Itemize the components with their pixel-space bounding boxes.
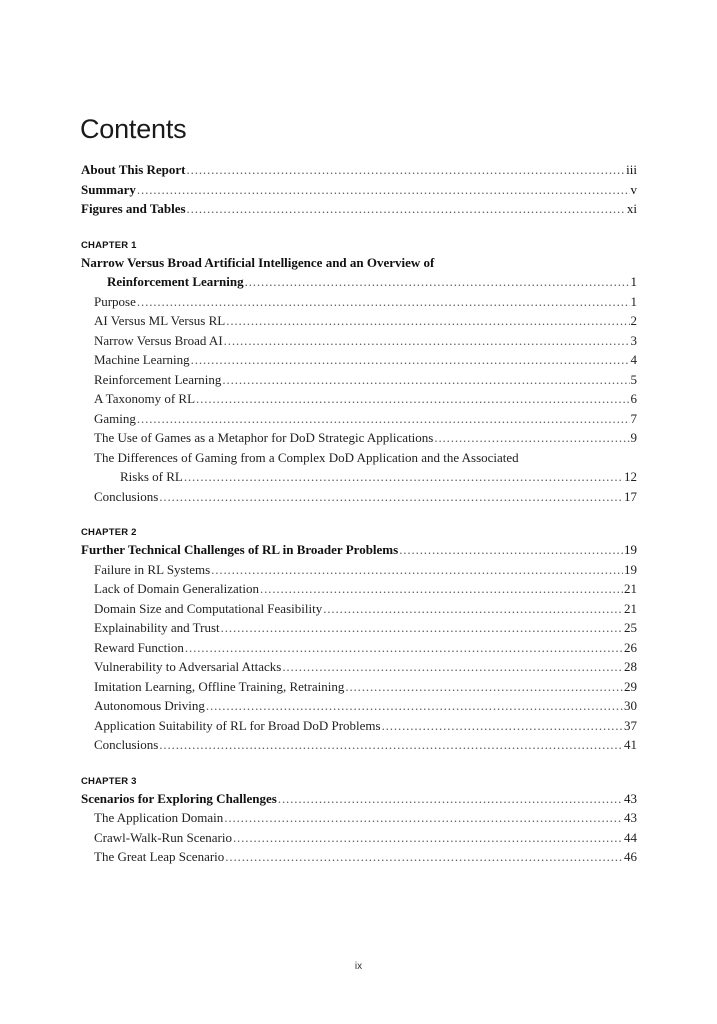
toc-entry-label: Machine Learning xyxy=(94,352,190,367)
toc-entry-page: xi xyxy=(626,201,637,216)
toc-entry-label: Narrow Versus Broad AI xyxy=(94,332,223,348)
dot-leader xyxy=(278,789,623,809)
dot-leader xyxy=(211,560,623,580)
page-number: ix xyxy=(354,961,363,972)
chapter-label: CHAPTER 1 xyxy=(81,239,137,251)
toc-section-entry[interactable] xyxy=(81,599,637,619)
toc-entry-figures-and-tables[interactable] xyxy=(81,199,637,219)
toc-entry-label: The Application Domain xyxy=(94,810,224,825)
dot-leader xyxy=(233,828,623,848)
toc-entry-page: 37 xyxy=(624,717,637,733)
toc-entry-page: 43 xyxy=(624,810,637,825)
toc-section-entry[interactable] xyxy=(81,716,637,736)
toc-entry-page: 28 xyxy=(624,659,637,674)
toc-entry-page: iii xyxy=(626,162,637,177)
dot-leader xyxy=(282,657,623,677)
toc-section-entry[interactable] xyxy=(81,657,637,677)
toc-entry-page: 7 xyxy=(630,410,637,426)
toc-entry-page: 29 xyxy=(624,678,637,694)
toc-entry-page: 3 xyxy=(630,332,637,348)
dot-leader xyxy=(137,292,630,312)
toc-entry-label: Gaming xyxy=(94,410,136,426)
toc-entry-page: 44 xyxy=(624,829,637,845)
chapter-title: Scenarios for Exploring Challenges xyxy=(81,790,277,806)
toc-section-entry[interactable] xyxy=(81,579,637,599)
dot-leader xyxy=(224,331,630,351)
toc-section-entry[interactable] xyxy=(81,696,637,716)
toc-section-entry[interactable] xyxy=(81,370,637,390)
toc-section-entry[interactable] xyxy=(81,428,637,448)
toc-entry-page: 41 xyxy=(624,737,637,752)
toc-entry-label: A Taxonomy of RL xyxy=(94,391,196,406)
toc-section-entry[interactable] xyxy=(81,638,637,658)
toc-section-entry[interactable] xyxy=(81,487,637,507)
toc-entry-label: Crawl-Walk-Run Scenario xyxy=(94,829,232,845)
toc-section-entry[interactable] xyxy=(81,847,637,867)
toc-entry-label: Autonomous Driving xyxy=(94,698,205,713)
toc-entry-label: Purpose xyxy=(94,293,136,309)
toc-entry-label: Summary xyxy=(81,181,136,197)
toc-entry-label: Lack of Domain Generalization xyxy=(94,581,259,596)
chapter-label: CHAPTER 3 xyxy=(81,775,137,787)
toc-entry-label: The Use of Games as a Metaphor for DoD Strategic Applications xyxy=(94,430,434,445)
toc-entry-page: 46 xyxy=(624,849,637,864)
toc-section-entry[interactable] xyxy=(81,389,637,409)
toc-entry-label: Figures and Tables xyxy=(81,201,186,216)
dot-leader xyxy=(434,428,629,448)
toc-entry-page: 30 xyxy=(624,698,637,713)
chapter-title-entry[interactable] xyxy=(81,272,637,292)
dot-leader xyxy=(222,370,629,390)
toc-section-entry[interactable] xyxy=(81,311,637,331)
toc-entry-page: 26 xyxy=(624,639,637,655)
toc-section-entry[interactable] xyxy=(81,808,637,828)
toc-section-entry[interactable] xyxy=(81,828,637,848)
toc-entry-label: AI Versus ML Versus RL xyxy=(94,313,226,328)
dot-leader xyxy=(184,467,623,487)
toc-entry-page: 17 xyxy=(624,488,637,504)
toc-section-entry[interactable] xyxy=(81,409,637,429)
chapter-label: CHAPTER 2 xyxy=(81,527,137,538)
chapter-title-line1[interactable]: Narrow Versus Broad Artificial Intelligence and an Overview of xyxy=(81,254,435,270)
toc-entry-label: Application Suitability of RL for Broad DoD Problems xyxy=(94,717,381,733)
toc-section-entry[interactable] xyxy=(81,677,637,697)
toc-section-entry-line1[interactable]: The Differences of Gaming from a Complex DoD Application and the Associated xyxy=(94,449,519,465)
toc-entry-page: 1 xyxy=(630,274,637,289)
dot-leader xyxy=(206,696,623,716)
dot-leader xyxy=(221,618,623,638)
table-of-contents xyxy=(81,160,637,867)
toc-entry-page: 9 xyxy=(630,430,637,445)
toc-entry-about-this-report[interactable] xyxy=(81,160,637,180)
chapter-title-entry[interactable] xyxy=(81,789,637,809)
chapter-title: Further Technical Challenges of RL in Broader Problems xyxy=(81,542,399,557)
dot-leader xyxy=(159,487,623,507)
toc-section-entry[interactable] xyxy=(81,560,637,580)
chapter-title-entry[interactable] xyxy=(81,540,637,560)
toc-entry-page: 43 xyxy=(624,790,637,806)
toc-entry-page: 25 xyxy=(624,620,637,635)
toc-section-entry[interactable] xyxy=(81,350,637,370)
toc-entry-page: 21 xyxy=(624,581,637,596)
toc-entry-label: Conclusions xyxy=(94,737,159,752)
dot-leader xyxy=(187,199,626,219)
dot-leader xyxy=(260,579,623,599)
toc-entry-page: 19 xyxy=(624,561,637,577)
toc-section-entry[interactable] xyxy=(81,331,637,351)
dot-leader xyxy=(187,160,626,180)
dot-leader xyxy=(137,180,630,200)
toc-entry-page: 19 xyxy=(624,542,637,557)
toc-entry-page: 4 xyxy=(630,352,637,367)
toc-section-entry[interactable] xyxy=(81,618,637,638)
dot-leader xyxy=(224,808,623,828)
toc-entry-label: Conclusions xyxy=(94,488,159,504)
toc-entry-label: Risks of RL xyxy=(120,469,183,484)
chapter-title-line2: Reinforcement Learning xyxy=(107,274,244,289)
toc-entry-summary[interactable] xyxy=(81,180,637,200)
dot-leader xyxy=(159,735,623,755)
dot-leader xyxy=(225,847,623,867)
toc-entry-label: About This Report xyxy=(81,162,186,177)
dot-leader xyxy=(226,311,629,331)
toc-entry-label: Reinforcement Learning xyxy=(94,371,222,387)
dot-leader xyxy=(196,389,629,409)
toc-entry-label: Domain Size and Computational Feasibility xyxy=(94,600,323,616)
toc-section-entry[interactable] xyxy=(81,735,637,755)
toc-entry-label: Reward Function xyxy=(94,639,184,655)
dot-leader xyxy=(185,638,623,658)
dot-leader xyxy=(137,409,630,429)
toc-section-entry[interactable] xyxy=(81,467,637,487)
page-title: Contents xyxy=(80,114,187,145)
toc-entry-label: Failure in RL Systems xyxy=(94,561,211,577)
dot-leader xyxy=(399,540,623,560)
toc-entry-label: Vulnerability to Adversarial Attacks xyxy=(94,659,282,674)
dot-leader xyxy=(245,272,630,292)
toc-entry-page: 5 xyxy=(630,371,637,387)
dot-leader xyxy=(191,350,630,370)
toc-entry-page: v xyxy=(630,181,637,197)
dot-leader xyxy=(382,716,623,736)
toc-entry-page: 21 xyxy=(624,600,637,616)
toc-entry-page: 2 xyxy=(630,313,637,328)
toc-entry-page: 12 xyxy=(624,469,637,484)
toc-entry-label: Explainability and Trust xyxy=(94,620,220,635)
dot-leader xyxy=(345,677,623,697)
dot-leader xyxy=(323,599,623,619)
toc-entry-page: 1 xyxy=(630,293,637,309)
toc-entry-label: The Great Leap Scenario xyxy=(94,849,225,864)
toc-entry-label: Imitation Learning, Offline Training, Retraining xyxy=(94,678,345,694)
toc-section-entry[interactable] xyxy=(81,292,637,312)
toc-entry-page: 6 xyxy=(630,391,637,406)
